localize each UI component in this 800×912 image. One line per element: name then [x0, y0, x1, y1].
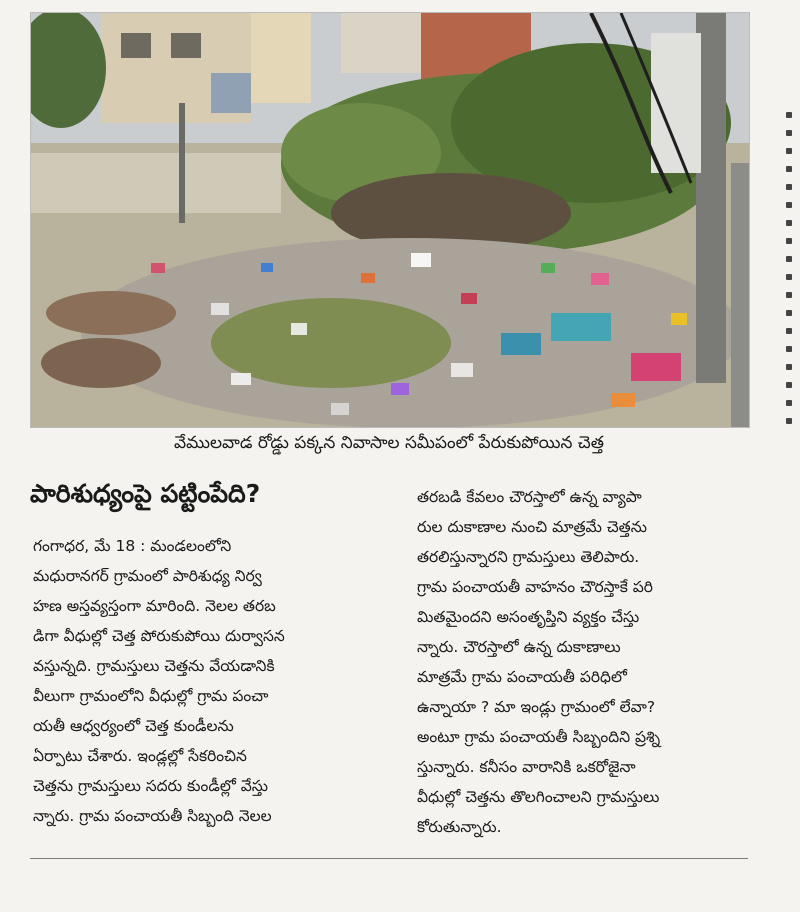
body-line: స్తున్నారు. కనీసం వారానికి ఒకరోజైనా: [417, 758, 636, 776]
body-line: మాత్రమే గ్రామ పంచాయతీ పరిధిలో: [417, 668, 627, 686]
body-line: వస్తున్నది. గ్రామస్తులు చెత్తను వేయడానికి: [33, 657, 275, 675]
body-line: మితమైందని అసంతృప్తిని వ్యక్తం చేస్తు: [417, 608, 640, 626]
garbage-scene-image: [31, 13, 749, 427]
body-line: న్నారు. గ్రామ పంచాయతీ సిబ్బంది నెలల: [33, 807, 272, 825]
body-line: రుల దుకాణాల నుంచి మాత్రమే చెత్తను: [417, 518, 647, 536]
adjacent-column-edge: [782, 100, 796, 620]
article-right-column: [417, 482, 757, 842]
body-line: వీలుగా గ్రామంలోని వీధుల్లో గ్రామ పంచా: [33, 687, 269, 705]
news-photo: [30, 12, 750, 428]
body-line: ఉన్నాయా ? మా ఇండ్లు గ్రామంలో లేవా?: [417, 698, 656, 716]
body-line: వీధుల్లో చెత్తను తొలగించాలని గ్రామస్తులు: [417, 788, 660, 806]
section-divider: [30, 858, 748, 859]
body-line: డిగా వీధుల్లో చెత్త పోరుకుపోయి దుర్వాసన: [33, 627, 285, 645]
body-line: గ్రామ పంచాయతీ వాహనం చౌరస్తాకే పరి: [417, 578, 653, 596]
body-line: తరబడి కేవలం చౌరస్తాలో ఉన్న వ్యాపా: [417, 488, 642, 506]
body-line: తరలిస్తున్నారని గ్రామస్తులు తెలిపారు.: [417, 548, 640, 566]
body-line: యతీ ఆధ్వర్యంలో చెత్త కుండీలను: [33, 717, 234, 735]
body-line: మధురానగర్ గ్రామంలో పారిశుధ్య నిర్వ: [33, 567, 262, 585]
body-line: చెత్తను గ్రామస్తులు సదరు కుండీల్లో వేస్తు: [33, 777, 268, 795]
body-line: అంటూ గ్రామ పంచాయతీ సిబ్బందిని ప్రశ్ని: [417, 728, 661, 746]
body-line: హణ అస్తవ్యస్తంగా మారింది. నెలల తరబ: [33, 597, 276, 615]
article-headline: పారిశుధ్యంపై పట్టింపేది?: [30, 479, 261, 508]
body-line: న్నారు. చౌరస్తాలో ఉన్న దుకాణాలు: [417, 638, 621, 656]
body-line: కోరుతున్నారు.: [417, 818, 502, 836]
body-line: ఏర్పాటు చేశారు. ఇండ్లల్లో సేకరించిన: [33, 747, 247, 765]
next-article-headline-cropped: [160, 872, 640, 912]
body-line: గంగాధర, మే 18 : మండలంలోని: [33, 537, 232, 555]
photo-caption: వేములవాడ రోడ్డు పక్కన నివాసాల సమీపంలో పేరుకుపోయిన చెత్త: [174, 433, 604, 453]
article-left-column: [33, 531, 393, 831]
